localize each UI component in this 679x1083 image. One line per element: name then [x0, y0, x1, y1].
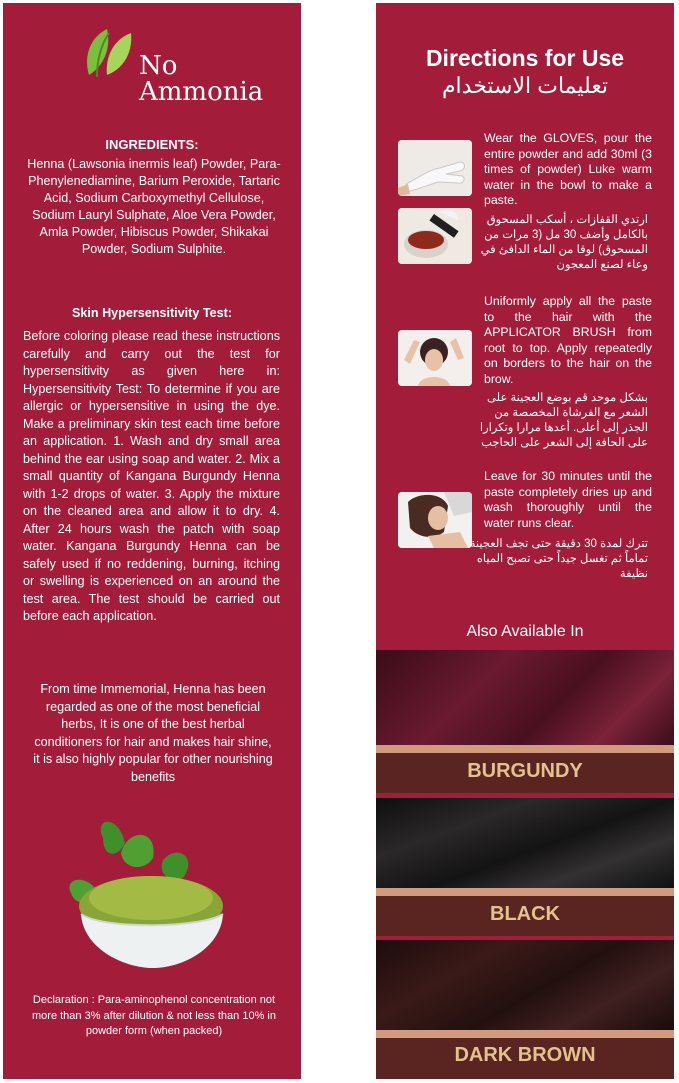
gloves-image [398, 140, 472, 196]
applying-image [398, 330, 472, 386]
leaf-icon [81, 25, 141, 85]
ingredients-title: INGREDIENTS: [105, 137, 199, 152]
burgundy-label: BURGUNDY [467, 760, 583, 782]
dark-brown-label-band [376, 1030, 674, 1038]
burgundy-label-band [376, 745, 674, 753]
step2-text-arabic: بشكل موحد قم بوضع العجينة على الشعر مع الفرشاة المخصصة من الجذر إلى أعلى. أعدها مرارا وتكرارا على الحافة إلى الشعر على الحاجب [479, 392, 648, 449]
washing-image [398, 492, 472, 548]
no-ammonia-logo [81, 25, 264, 115]
logo-line2: Ammonia [139, 77, 264, 107]
ingredients-text: Henna (Lawsonia inermis leaf) Powder, Para-Phenylenediamine, Barium Peroxide, Tartaric Acid, Sodium Carboxymethyl Cellulose, Sodium Lauryl Sulphate, Aloe Vera Powder, Amla Powder, Hibiscus Powder, Shikakai Powder, Sodium Sulphite. [27, 157, 281, 256]
black-label-band [376, 888, 674, 896]
also-available-title: Also Available In [466, 623, 584, 640]
right-panel [376, 3, 674, 1079]
left-panel [3, 3, 301, 1079]
henna-bowl-image [63, 818, 233, 978]
skin-test-title: Skin Hypersensitivity Test: [71, 306, 233, 320]
black-hair-swatch [376, 798, 674, 888]
step2-text: Uniformly apply all the paste to the hair with the APPLICATOR BRUSH from root to top. Apply repeatedly on borders to the hair on the brow. [484, 294, 652, 386]
dark-brown-label: DARK BROWN [454, 1044, 596, 1066]
declaration-text: Declaration : Para-aminophenol concentration not more than 3% after dilution & not less than 10% in powder form (when packed) [32, 994, 276, 1037]
henna-description: From time Immemorial, Henna has been regarded as one of the most beneficial herbs, It is one of the best herbal conditioners for hair and makes hair shine, it is also highly popular for other nourishing benefits [33, 682, 273, 784]
directions-title-arabic: تعليمات الاستخدام [441, 73, 609, 98]
dark-brown-hair-swatch [376, 940, 674, 1030]
bowl-brush-image [398, 208, 472, 264]
step3-text-arabic: تترك لمدة 30 دقيقة حتى تجف العجينة تماماً ثم تغسل جيداً حتى تصبح المياه نظيفة [469, 538, 648, 580]
step1-text: Wear the GLOVES, pour the entire powder and add 30ml (3 times of powder) Luke warm water in the bowl to make a paste. [484, 131, 652, 208]
logo-line1: No [139, 51, 178, 81]
skin-test-text: Before coloring please read these instructions carefully and carry out the test for hypersensitivity as given here in: Hypersensitivity Test: To determine if you are allergic or hypersensitive in using the dye. Make a preliminary skin test each time before an application. 1. Wash and dry small area behind the ear using soap and water. 2. Mix a small quantity of Kangana Burgundy Henna with 1-2 drops of water. 3. Apply the mixture on the cleaned area and allow it to dry. 4. After 24 hours wash the patch with soap water. Kangana Burgundy Henna can be safely used if no reddening, burning, itching or swelling is experienced on an around the test area. The test should be carried out before each application. [23, 329, 280, 623]
directions-title: Directions for Use [425, 45, 625, 71]
step3-text: Leave for 30 minutes until the paste completely dries up and wash thoroughly until the water runs clear. [484, 469, 652, 530]
black-label: BLACK [490, 903, 560, 925]
step1-text-arabic: ارتدي القفازات ، أسكب المسحوق بالكامل وأضف 30 مل (3 مرات من المسحوق) لوقا من الماء الدافئ في وعاء لصنع المعجون [480, 214, 648, 271]
logo-text [139, 53, 263, 105]
burgundy-hair-swatch [376, 650, 674, 745]
